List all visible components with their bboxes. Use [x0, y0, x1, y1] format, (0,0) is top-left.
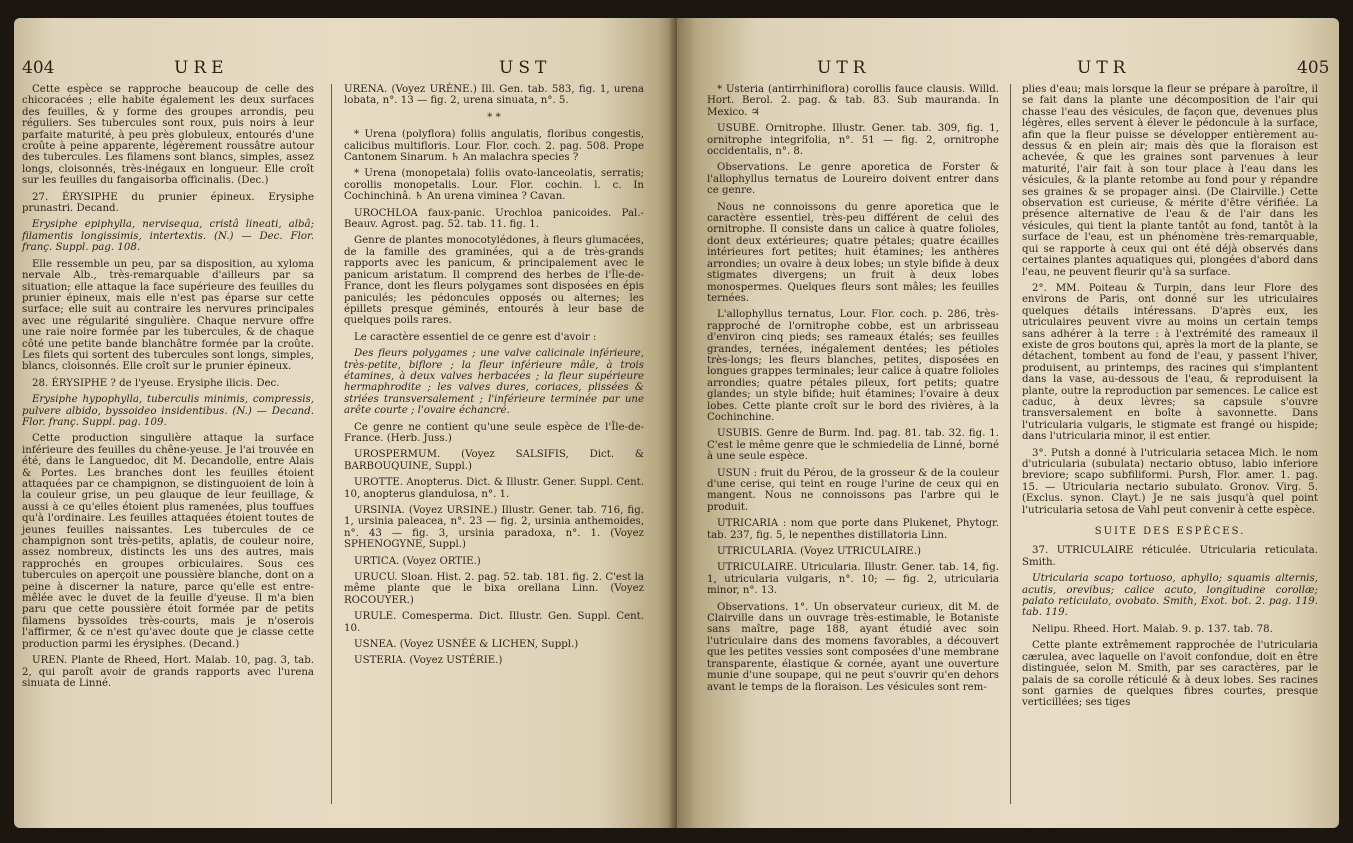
paragraph: Cette production singulière attaque la surface inférieure des feuilles du chêne-yeuse. Je l'ai trouvée en été, dans le Languedoc, dit M. Decandolle, entre Alais & Portes. Les branches dont les feuilles étoient attaquées par ce champignon, se distinguoient de loin à la couleur grise, un peu glauque de leur feuillage, & aussi à ce qu'elles étoient plus ramenées, plus touffues qu'à l'ordinaire. Les feuilles attaquées étoient toutes de jeunes feuilles naissantes. Les tubercules de ce champignon sont très-petits, aplatis, de couleur noire, assez nombreux, distincts les uns des autres, mais rapprochés en groupes orbiculaires. Sous ces tubercules on aperçoit une poussière blanche, dont on a peine à discerner la nature, parce qu'elle est entre-mêlée avec le duvet de la feuille d'yeuse. Il m'a bien paru que cette poussière étoit formée par de petits filamens byssoïdes très-courts, mais je n'oserois l'affirmer, & ce n'est qu'avec doute que je classe cette production parmi les érysiphes. (Decand.): [22, 433, 314, 650]
entry-heading: UREN. Plante de Rheed, Hort. Malab. 10, pag. 3, tab. 2, qui paroît avoir de grands rapports avec l'urena sinuata de Linné.: [22, 655, 314, 689]
entry-heading: 28. ÉRYSIPHE ? de l'yeuse. Erysiphe ilicis. Dec.: [32, 377, 280, 389]
right-page: [677, 18, 1339, 828]
entry-heading: USUBIS. Genre de Burm. Ind. pag. 81. tab. 32. fig. 1. C'est le même genre que le schmiedelia de Linné, borné à une seule espèce.: [707, 428, 999, 463]
paragraph: Nous ne connoissons du genre aporetica que le caractère essentiel, très-peu différent de celui des ornitrophe. Il consiste dans un calice à quatre folioles, dont deux extérieures; quatre pétales; quatre écailles intérieures fort petites; huit étamines; les anthères arrondies; un ovaire à deux lobes; un style bifide à deux stigmates divergens; un fruit à deux lobes monospermes. Quelques fleurs sont mâles; les feuilles ternées.: [707, 201, 999, 304]
paragraph: Cette espèce se rapproche beaucoup de celle des chicoracées ; elle habite également les deux surfaces des feuilles, & y forme des groupes arrondis, peu réguliers. Ses tubercules sont roux, puis noirs à leur parfaite maturité, à peu près globuleux, entourés d'une croûte à peine apparente, légèrement roussâtre autour des tubercules. Les filamens sont blancs, simples, assez longs, cloisonnés, très-inégaux en longueur. Elle croît sur les feuilles du fangaisorba officinalis. (Dec.): [22, 84, 314, 187]
paragraph: Erysiphe hypophylla, tuberculis minimis, compressis, pulvere albido, byssoideo insidentibus. (N.) — Decand. Flor. franç. Suppl. pag. 109.: [22, 394, 314, 428]
paragraph: * Usteria (antirrhiniflora) corollis fauce clausis. Willd. Hort. Berol. 2. pag. & tab. 83. Sub mauranda. In Mexico. ♃: [707, 84, 999, 118]
paragraph: * Urena (polyflora) foliis angulatis, floribus congestis, calicibus multifloris. Lour. Flor. coch. 2. pag. 508. Prope Cantonem Sinarum. ♄ An malachra species ?: [344, 129, 644, 164]
entry-heading: 27. ÉRYSIPHE du prunier épineux. Erysiphe prunastri. Decand.: [22, 191, 314, 215]
left-page: [14, 18, 677, 828]
left-column-2: [344, 84, 644, 672]
running-head-right-2: UTR: [1077, 58, 1131, 78]
paragraph: Erysiphe epiphylla, nervisequa, cristâ lineati, albâ; filamentis longissimis, intertextis. (N.) — Dec. Flor. franç. Suppl. pag. 108.: [22, 219, 314, 254]
section-heading: SUITE DES ESPÈCES.: [1094, 526, 1246, 538]
entry-heading: URTICA. (Voyez ORTIE.): [354, 555, 481, 567]
entry-heading: 37. UTRICULAIRE réticulée. Utricularia reticulata. Smith.: [1022, 545, 1318, 568]
entry-heading: URULE. Comesperma. Dict. Illustr. Gen. Suppl. Cent. 10.: [344, 611, 644, 634]
paragraph: 2°. MM. Poiteau & Turpin, dans leur Flore des environs de Paris, ont donné sur les utriculaires quelques détails intéressans. D'après eux, les utriculaires peuvent vivre au moins un certain temps sans adhérer à la terre : à l'extrémité des rameaux il existe de gros boutons qui, après la mort de la plante, se détachent, tombent au fond de l'eau, y passent l'hiver, produisent, au printemps, des racines qui s'implantent dans la vase, au-dessous de l'eau, & reproduisent la plante, outre la reproduction par semences. Le calice est caduc, à deux lèvres; sa capsule s'ouvre transversalement en boîte à savonnette. Dans l'utricularia vulgaris, le stigmate est frangé ou hispide; dans l'utricularia minor, il est entier.: [1022, 282, 1318, 443]
entry-heading: USUN : fruit du Pérou, de la grosseur & de la couleur d'une cerise, qui teint en rouge l'urine de ceux qui en mangent. Nous ne connoissons pas l'arbre qui le produit.: [707, 467, 999, 513]
page-number-left: 404: [22, 58, 55, 78]
left-column-1: [22, 84, 314, 694]
running-head-left-2: UST: [499, 58, 552, 78]
page-number-right: 405: [1297, 58, 1330, 78]
entry-heading: USUBE. Ornitrophe. Illustr. Gener. tab. 309, fig. 1, ornitrophe integrifolia, n°. 51 — fig. 2, ornitrophe occidentalis, n°. 8.: [707, 123, 999, 158]
entry-heading: UTRICULAIRE. Utricularia. Illustr. Gener. tab. 14, fig. 1, utricularia vulgaris, n°. 10; — fig. 2, utricularia minor, n°. 13.: [707, 562, 999, 597]
entry-heading: URUCU. Sloan. Hist. 2. pag. 52. tab. 181. fig. 2. C'est la même plante que le bixa orellana Linn. (Voyez ROCOUYER.): [344, 572, 644, 606]
entry-heading: URSINIA. (Voyez URSINE.) Illustr. Gener. tab. 716, fig. 1, ursinia paleacea, n°. 23 — fig. 2, ursinia anthemoides, n°. 43 — fig. 3, ursinia paradoxa, n°. 1. (Voyez SPHENOGYNE, Suppl.): [344, 505, 644, 551]
paragraph: Cette plante extrêmement rapprochée de l'utricularia cærulea, avec laquelle on l'avoit confondue, doit en être distinguée, selon M. Smith, par ses caractères, par le palais de sa corolle réticulé & à deux lobes. Ses racines sont garnies de quelques fibres courtes, presque verticillées; ses tiges: [1022, 640, 1318, 709]
right-column-1: [707, 84, 999, 698]
entry-heading: URENA. (Voyez URÈNE.) Ill. Gen. tab. 583, fig. 1, urena lobata, n°. 13 — fig. 2, urena sinuata, n°. 5.: [344, 84, 644, 107]
entry-heading: UTRICARIA : nom que porte dans Plukenet, Phytogr. tab. 237, fig. 5, le nepenthes distillatoria Linn.: [707, 518, 999, 541]
paragraph: 3°. Putsh a donné à l'utricularia setacea Mich. le nom d'utricularia (subulata) nectario obtuso, labio inferiore breviore; scapo subfiliformi. Pursh, Flor. amer. 1. pag. 15. — Utricularia nectario subulato. Gronov. Virg. 5. (Exclus. synon. Clayt.) Je ne sais jusqu'à quel point l'utricularia setosa de Vahl peut convenir à cette espèce.: [1022, 447, 1318, 516]
section-stars: * *: [487, 111, 501, 123]
paragraph: * Urena (monopetala) foliis ovato-lanceolatis, serratis; corollis monopetalis. Lour. Flor. cochin. l. c. In Cochinchinâ. ♄ An urena viminea ? Cavan.: [344, 168, 644, 203]
entry-heading: UTRICULARIA. (Voyez UTRICULAIRE.): [717, 546, 921, 558]
paragraph: Nelipu. Rheed. Hort. Malab. 9. p. 137. tab. 78.: [1032, 623, 1273, 635]
running-head-left-1: URE: [174, 58, 229, 78]
paragraph: Des fleurs polygames ; une valve calicinale inférieure, très-petite, biflore ; la fleur inférieure mâle, à trois étamines, à deux valves herbacées ; la fleur supérieure hermaphrodite ; les valves dures, coriaces, plissées & striées transversalement ; l'inférieure terminée par une arête courte ; l'ovaire échancré.: [344, 348, 644, 417]
paragraph: Genre de plantes monocotylédones, à fleurs glumacées, de la famille des graminées, qui a de très-grands rapports avec les panicum, & principalement avec le panicum aristatum. Il comprend des herbes de l'Île-de-France, dont les fleurs polygames sont disposées en épis paniculés; les pédoncules opposés ou alternes; les épillets presque géminés, entourés à leur base de quelques poils rares.: [344, 235, 644, 327]
paragraph: Utricularia scapo tortuoso, aphyllo; squamis alternis, acutis, orevibus; calice acuto, longitudine corollæ; palato reticulato, ovobato. Smith, Exot. bot. 2. pag. 119. tab. 119.: [1022, 573, 1318, 619]
column-rule: [1010, 84, 1011, 804]
running-head-right-1: UTR: [817, 58, 871, 78]
paragraph: L'allophyllus ternatus, Lour. Flor. coch. p. 286, très-rapproché de l'ornitrophe cobbe, est un arbrisseau d'environ cinq pieds; ses rameaux étalés; ses feuilles grandes, ternées, inégalement dentées; les pétioles très-longs; les fleurs blanches, petites, disposées en longues grappes terminales; leur calice à quatre folioles arrondies; quatre pétales pileux, fort petits; quatre glandes; un style bifide; huit étamines; l'ovaire à deux lobes. Cette plante croît sur le bord des rivières, à la Cochinchine.: [707, 309, 999, 423]
paragraph: Elle ressemble un peu, par sa disposition, au xyloma nervale Alb., très-remarquable d'ailleurs par sa situation; elle attaque la face supérieure des feuilles du prunier épineux, mais elle n'est pas éparse sur cette surface; elle suit au contraire les nervures principales avec une régularité singulière. Chaque nervure offre une raie noire formée par les tubercules, & de chaque côté une petite bande blanchâtre formée par la croûte. Les filets qui sortent des tubercules sont longs, simples, blancs, cloisonnés. Elle croît sur le prunier épineux.: [22, 258, 314, 373]
entry-heading: UROSPERMUM. (Voyez SALSIFIS, Dict. & BARBOUQUINE, Suppl.): [344, 449, 644, 472]
entry-heading: UROCHLOA faux-panic. Urochloa panicoides. Pal.-Beauv. Agrost. pag. 52. tab. 11. fig. 1.: [344, 207, 644, 231]
column-rule: [331, 84, 332, 804]
paragraph: plies d'eau; mais lorsque la fleur se prépare à paroître, il se fait dans la plante une décomposition de l'air qui chasse l'eau des vésicules, de façon que, devenues plus légères, elles servent à élever le pédoncule à la surface, afin que la fleur puisse se développer entièrement au-dessus & en plein air; mais dès que la floraison est achevée, & que les graines sont parvenues à leur maturité, l'air fait à son tour place à l'eau dans les vésicules, & la plante retombe au fond pour y répandre ses graines & se propager ainsi. (De Clairville.) Cette observation est curieuse, & mérite d'être vérifiée. La présence alternative de l'eau & de l'air dans les vésicules, qui tient la plante tantôt au fond, tantôt à la surface de l'eau, est un phénomène très-remarquable, qui se rapporte à ceux qui ont été déjà observés dans certaines plantes aquatiques qui, plongées d'abord dans l'eau, ne peuvent fleurir qu'à sa surface.: [1022, 84, 1318, 278]
entry-heading: USTERIA. (Voyez USTÉRIE.): [354, 655, 503, 667]
paragraph: Observations. Le genre aporetica de Forster & l'allophyllus ternatus de Loureiro doivent entrer dans ce genre.: [707, 162, 999, 197]
paragraph: Le caractère essentiel de ce genre est d'avoir :: [354, 331, 597, 343]
entry-heading: UROTTE. Anopterus. Dict. & Illustr. Gener. Suppl. Cent. 10, anopterus glandulosa, n°. 1.: [344, 477, 644, 500]
right-column-2: [1022, 84, 1318, 714]
paragraph: Ce genre ne contient qu'une seule espèce de l'Île-de-France. (Herb. Juss.): [344, 421, 644, 444]
paragraph: Observations. 1°. Un observateur curieux, dit M. de Clairville dans un ouvrage très-estimable, le Botaniste sans maître, page 188, ayant étudié avec soin l'utriculaire dans des momens favorables, a découvert que les petites vessies sont composées d'une membrane transparente, élastique & cornée, ayant une ouverture munie d'une soupape, qui ne peut s'ouvrir qu'en dehors avant le temps de la floraison. Les vésicules sont rem-: [707, 601, 999, 693]
entry-heading: USNEA. (Voyez USNÉE & LICHEN, Suppl.): [354, 639, 579, 651]
